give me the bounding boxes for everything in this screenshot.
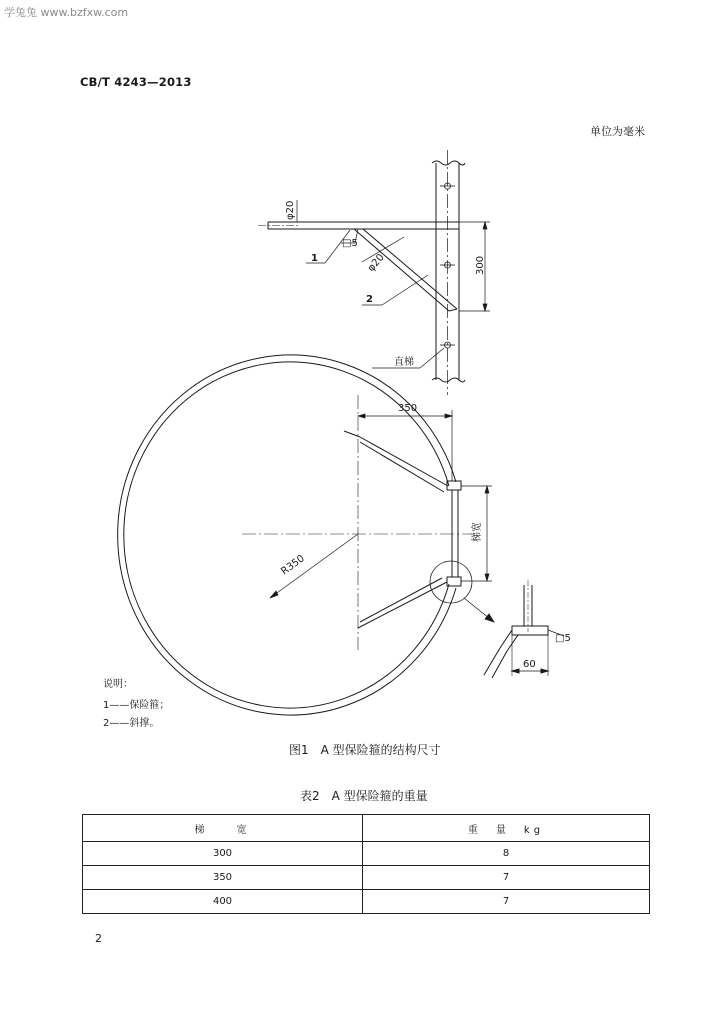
detail-arrow: [464, 598, 494, 622]
weight-table: [82, 814, 650, 914]
ladder-rail: [432, 161, 465, 382]
label-dim60: 60: [523, 659, 536, 670]
label-ladder: 直梯: [394, 357, 414, 368]
table-row: [83, 842, 650, 866]
detail-circle: [430, 561, 472, 603]
note-1: 1——保险箍；: [103, 700, 170, 711]
label-phi20-brace: φ20: [365, 252, 387, 274]
table-row: [83, 890, 650, 914]
table-row: [83, 866, 650, 890]
unit-note: 单位为毫米: [590, 125, 645, 138]
header-weight: 重 量 kg: [363, 815, 650, 842]
standard-number: CB/T 4243—2013: [80, 75, 192, 89]
notes-title: 说明：: [103, 679, 133, 690]
note-2: 2——斜撑。: [103, 718, 160, 729]
label-dim300: 300: [475, 255, 486, 275]
label-phi20-top: φ20: [285, 200, 296, 220]
plan-stiles: [447, 481, 461, 586]
plan-brace-top: [344, 431, 448, 492]
header-ladder-width: 梯 宽: [83, 815, 363, 842]
label-sq5-top: □5: [342, 238, 358, 249]
page-number: 2: [95, 932, 102, 945]
cell-weight: 8: [363, 842, 650, 866]
label-dim350: 350: [398, 403, 418, 414]
cell-weight: 7: [363, 866, 650, 890]
cell-width: 350: [83, 866, 363, 890]
label-sq5-detail: □5: [555, 633, 571, 644]
label-radius: R350: [279, 553, 307, 578]
dim-350: [358, 410, 452, 481]
watermark: 学兔兔 www.bzfxw.com: [4, 6, 129, 19]
cell-width: 300: [83, 842, 363, 866]
callout-1: 1: [311, 253, 318, 264]
callout-2: 2: [366, 294, 373, 305]
cell-width: 400: [83, 890, 363, 914]
table-title: 表2 A 型保险箍的重量: [300, 789, 428, 803]
table-header-row: [83, 815, 650, 842]
figure-caption: 图1 A 型保险箍的结构尺寸: [289, 743, 441, 757]
callout-leaders: [306, 229, 444, 368]
label-ladder-width: 梯宽: [472, 522, 483, 542]
cell-weight: 7: [363, 890, 650, 914]
